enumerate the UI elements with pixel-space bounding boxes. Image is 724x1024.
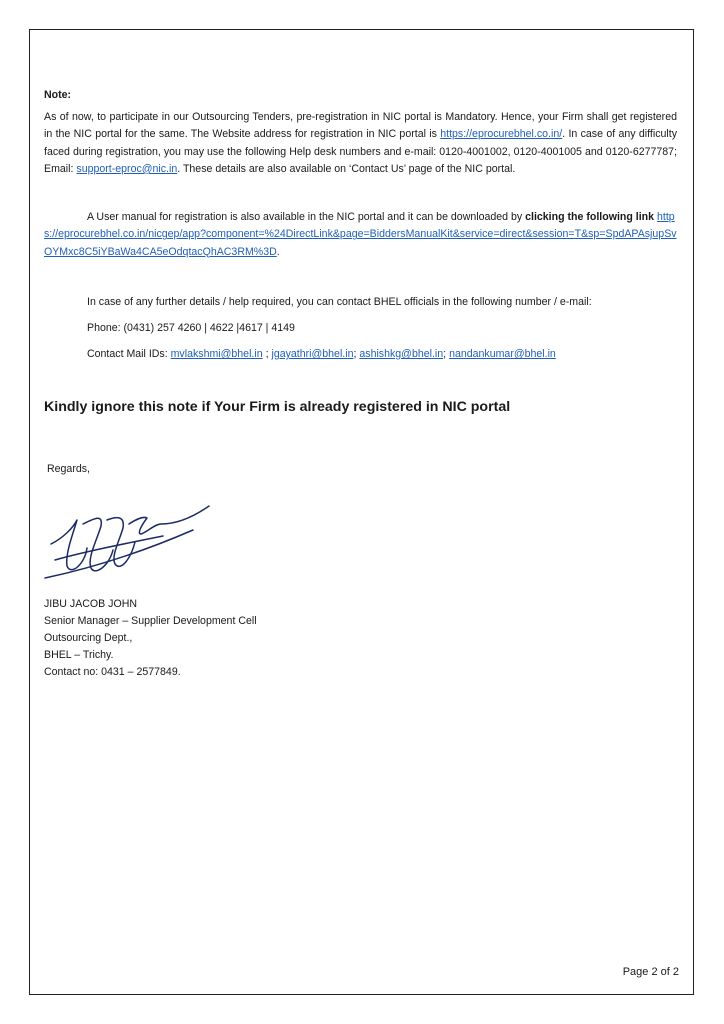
mail-separator: ; <box>443 348 450 360</box>
para1-text-b: . In case of any difficulty faced during registration, you may use the following Help desk numbers and e-mail: 0120-4001002, 0120-4001005 and 0120-6277787; Email: <box>44 128 677 175</box>
email-link-jgayathri[interactable]: jgayathri@bhel.in <box>271 348 354 360</box>
registration-paragraph <box>44 109 677 178</box>
signatory-contact: Contact no: 0431 – 2577849. <box>44 666 181 678</box>
email-link-mvlakshmi[interactable]: mvlakshmi@bhel.in <box>170 348 263 360</box>
signature-image <box>43 494 213 582</box>
user-manual-paragraph <box>44 209 677 261</box>
eprocure-site-link[interactable]: https://eprocurebhel.co.in/ <box>440 128 563 141</box>
signatory-name: JIBU JACOB JOHN <box>44 598 138 610</box>
para2-bold-text: clicking the following link <box>525 211 655 223</box>
user-manual-link[interactable]: https://eprocurebhel.co.in/nicgep/app?component=%24DirectLink&page=BiddersManualKit&service=direct&session=T&sp=SpdAPAsjupSvOYMxc8C5iYBaWa4CA5eOdqtacQhAC3RM%3D <box>44 211 677 258</box>
mail-separator: ; <box>262 348 272 360</box>
email-link-ashishkg[interactable]: ashishkg@bhel.in <box>359 348 444 360</box>
para2-text-b: . <box>276 245 280 258</box>
note-label: Note: <box>44 89 72 101</box>
signatory-dept: Outsourcing Dept., <box>44 632 133 644</box>
help-paragraph: In case of any further details / help required, you can contact BHEL officials in the following number / e-mail: <box>87 296 592 308</box>
para2-text-a: A User manual for registration is also available in the NIC portal and it can be downloaded by <box>87 211 526 223</box>
para1-text-c: . These details are also available on ‘Contact Us’ page of the NIC portal. <box>177 162 516 175</box>
page-number: Page 2 of 2 <box>622 966 679 978</box>
support-email-link[interactable]: support-eproc@nic.in <box>76 162 178 175</box>
mail-label: Contact Mail IDs: <box>87 348 171 360</box>
phone-numbers: Phone: (0431) 257 4260 | 4622 |4617 | 4149 <box>87 322 295 334</box>
contact-mail-ids <box>87 346 556 363</box>
mail-separator: ; <box>353 348 360 360</box>
para1-text-a: As of now, to participate in our Outsourcing Tenders, pre-registration in NIC portal is Mandatory. Hence, your Firm shall get registered in the NIC portal for the same. The Website address for registration in NIC portal is <box>44 111 677 141</box>
signatory-title: Senior Manager – Supplier Development Cell <box>44 615 257 627</box>
email-link-nandankumar[interactable]: nandankumar@bhel.in <box>449 348 556 360</box>
ignore-note-heading: Kindly ignore this note if Your Firm is already registered in NIC portal <box>44 399 511 415</box>
signatory-org: BHEL – Trichy. <box>44 649 114 661</box>
regards-text: Regards, <box>47 463 90 475</box>
